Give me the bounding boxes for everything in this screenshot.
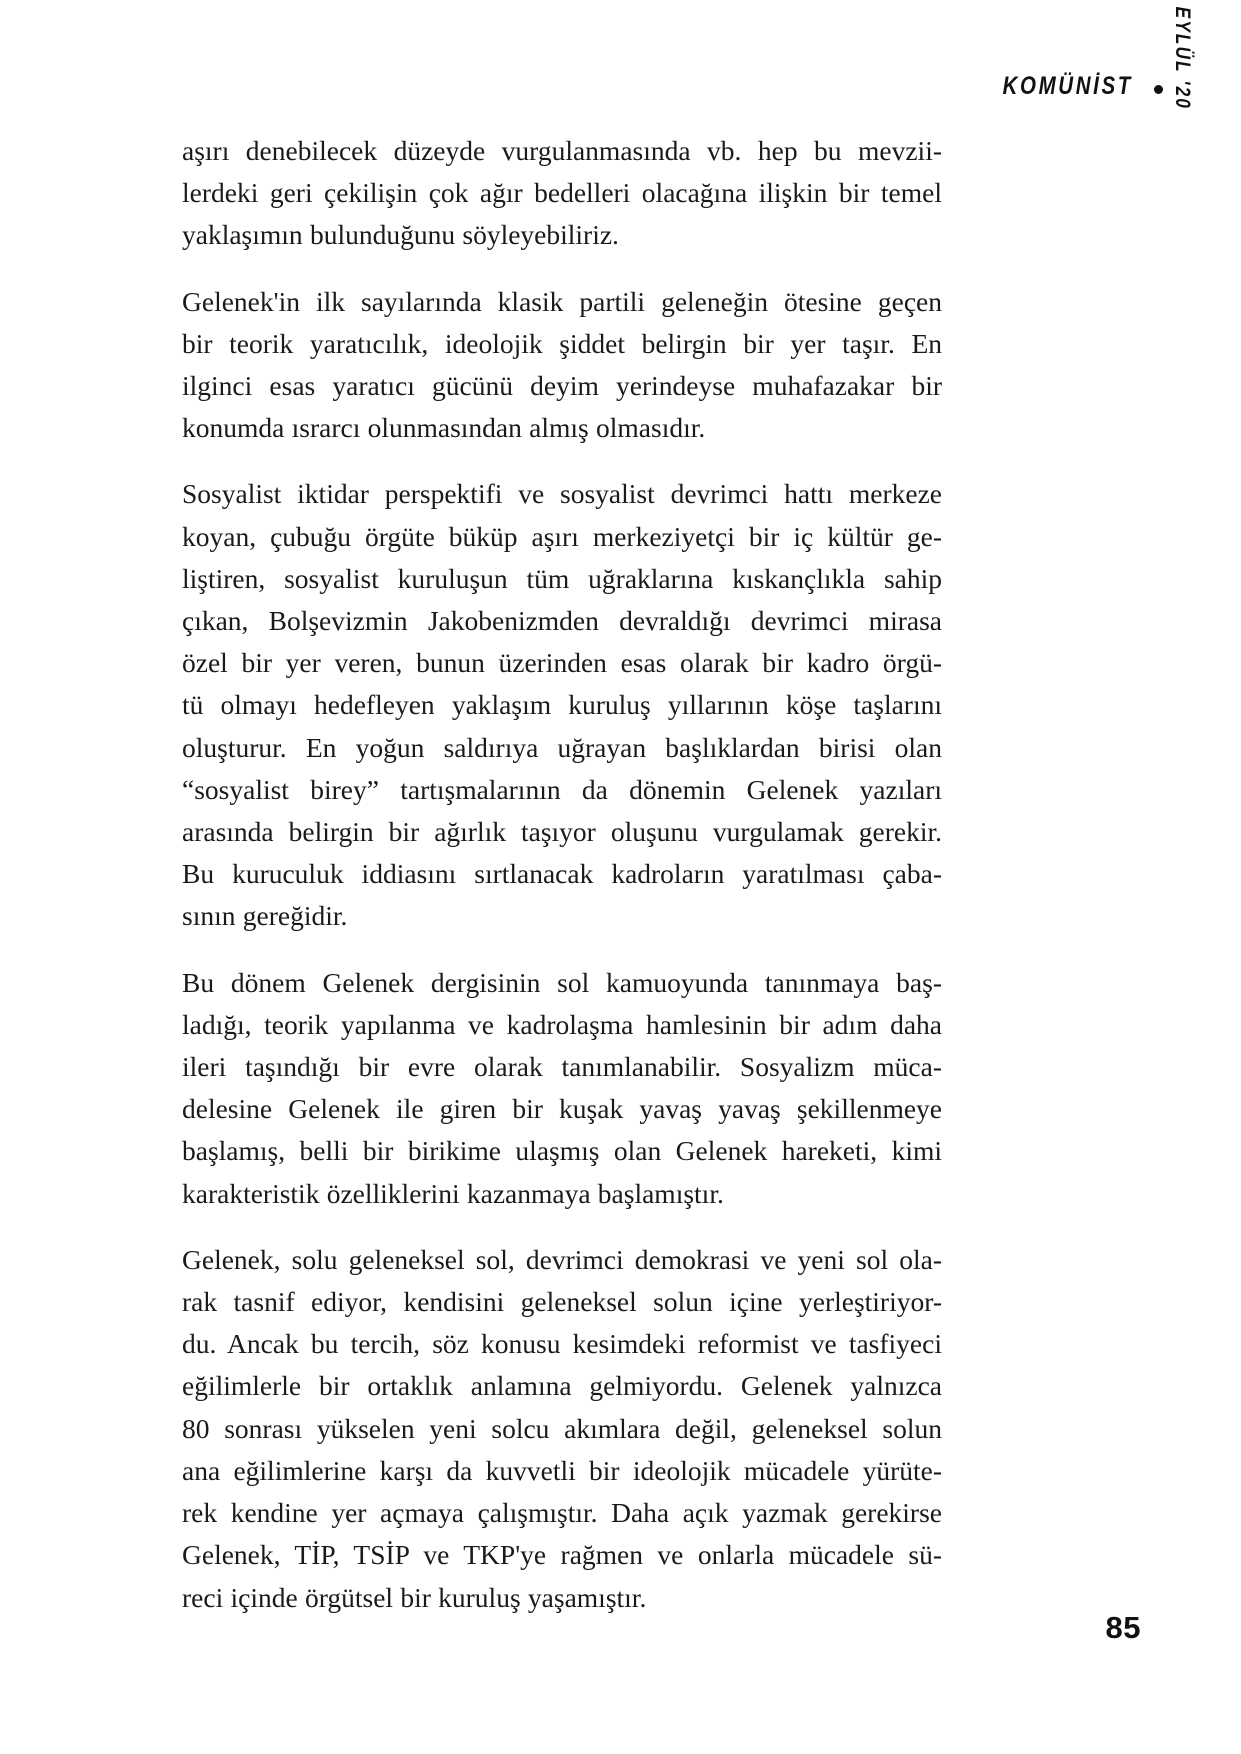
- text-line: çıkan, Bolşevizmin Jakobenizmden devraldığı devrimci mirasa: [182, 605, 942, 637]
- header-bullet-icon: [1154, 85, 1163, 94]
- text-line: konumda ısrarcı olunmasından almış olmasıdır.: [182, 412, 706, 444]
- text-line: Gelenek, TİP, TSİP ve TKP'ye rağmen ve onlarla mücadele sü-: [182, 1539, 942, 1571]
- text-line: Bu kuruculuk iddiasını sırtlanacak kadroların yaratılması çaba-: [182, 858, 942, 890]
- text-line: “sosyalist birey” tartışmalarının da dönemin Gelenek yazıları: [182, 773, 942, 805]
- text-line: karakteristik özelliklerini kazanmaya başlamıştır.: [182, 1177, 724, 1209]
- text-line: tü olmayı hedefleyen yaklaşım kuruluş yıllarının köşe taşlarını: [182, 689, 942, 721]
- text-line: du. Ancak bu tercih, söz konusu kesimdeki reformist ve tasfiyeci: [182, 1328, 942, 1360]
- text-line: sının gereğidir.: [182, 900, 348, 932]
- page-number: 85: [1105, 1610, 1141, 1645]
- text-line: eğilimlerle bir ortaklık anlamına gelmiyordu. Gelenek yalnızca: [182, 1370, 942, 1402]
- paragraph: [182, 473, 942, 937]
- text-line: ladığı, teorik yapılanma ve kadrolaşma hamlesinin bir adım daha: [182, 1008, 942, 1040]
- text-line: başlamış, belli bir birikime ulaşmış olan Gelenek hareketi, kimi: [182, 1135, 942, 1167]
- text-line: reci içinde örgütsel bir kuruluş yaşamıştır.: [182, 1581, 647, 1613]
- text-line: koyan, çubuğu örgüte büküp aşırı merkeziyetçi bir iç kültür ge-: [182, 520, 942, 552]
- publication-title: KOMÜNİST: [1002, 72, 1133, 100]
- paragraph: [182, 281, 942, 450]
- text-line: Bu dönem Gelenek dergisinin sol kamuoyunda tanınmaya baş-: [182, 966, 942, 998]
- text-line: ana eğilimlerine karşı da kuvvetli bir ideolojik mücadele yürüte-: [182, 1454, 942, 1486]
- text-line: oluşturur. En yoğun saldırıya uğrayan başlıklardan birisi olan: [182, 731, 942, 763]
- text-line: rek kendine yer açmaya çalışmıştır. Daha açık yazmak gerekirse: [182, 1497, 942, 1529]
- text-line: Sosyalist iktidar perspektifi ve sosyalist devrimci hattı merkeze: [182, 478, 942, 510]
- text-line: arasında belirgin bir ağırlık taşıyor oluşunu vurgulamak gerekir.: [182, 816, 942, 848]
- paragraph: [182, 130, 942, 257]
- paragraph: [182, 1239, 942, 1619]
- text-line: ileri taşındığı bir evre olarak tanımlanabilir. Sosyalizm müca-: [182, 1051, 942, 1083]
- text-line: bir teorik yaratıcılık, ideolojik şiddet belirgin bir yer taşır. En: [182, 327, 942, 359]
- text-line: özel bir yer veren, bunun üzerinden esas olarak bir kadro örgü-: [182, 647, 942, 679]
- text-line: Gelenek'in ilk sayılarında klasik partili geleneğin ötesine geçen: [182, 285, 942, 317]
- text-line: liştiren, sosyalist kuruluşun tüm uğraklarına kıskançlıkla sahip: [182, 562, 942, 594]
- text-line: ilginci esas yaratıcı gücünü deyim yerindeyse muhafazakar bir: [182, 370, 942, 402]
- text-line: Gelenek, solu geleneksel sol, devrimci demokrasi ve yeni sol ola-: [182, 1243, 942, 1275]
- body-text-column: [182, 130, 942, 1619]
- text-line: 80 sonrası yükselen yeni solcu akımlara değil, geleneksel solun: [182, 1412, 942, 1444]
- text-line: rak tasnif ediyor, kendisini geleneksel solun içine yerleştiriyor-: [182, 1286, 942, 1318]
- text-line: delesine Gelenek ile giren bir kuşak yavaş yavaş şekillenmeye: [182, 1093, 942, 1125]
- text-line: yaklaşımın bulunduğunu söyleyebiliriz.: [182, 219, 619, 251]
- running-header: [0, 6, 1241, 112]
- paragraph: [182, 962, 942, 1215]
- issue-date: EYLÜL '20: [1171, 6, 1194, 110]
- text-line: lerdeki geri çekilişin çok ağır bedelleri olacağına ilişkin bir temel: [182, 177, 942, 209]
- text-line: aşırı denebilecek düzeyde vurgulanmasında vb. hep bu mevzii-: [182, 135, 942, 166]
